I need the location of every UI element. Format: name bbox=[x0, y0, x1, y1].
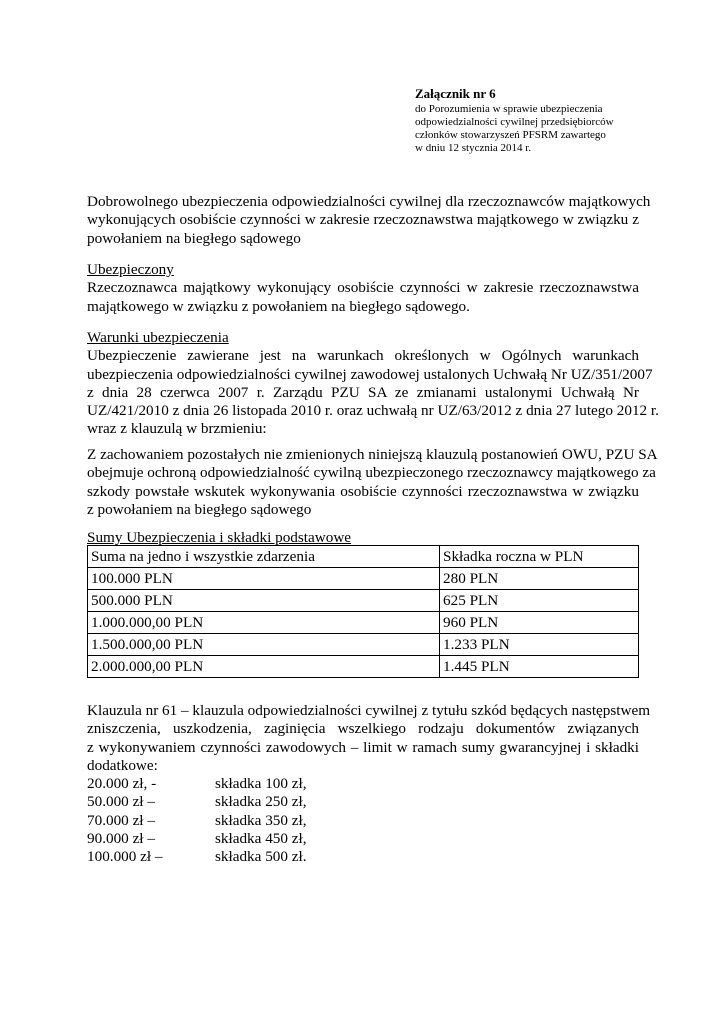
fee-limit: 20.000 zł, - bbox=[87, 775, 157, 793]
fee-limit: 50.000 zł – bbox=[87, 793, 155, 811]
annex-title: Załącznik nr 6 bbox=[415, 86, 496, 101]
premium-cell: 960 PLN bbox=[440, 612, 639, 634]
table-row bbox=[88, 568, 639, 590]
fee-row bbox=[87, 830, 639, 848]
column-header: Suma na jedno i wszystkie zdarzenia bbox=[88, 546, 440, 568]
text-line: wraz z klauzulą w brzmieniu: bbox=[87, 420, 267, 438]
text-line: Z zachowaniem pozostałych nie zmienionych niniejszą klauzulą postanowień OWU, PZU SA bbox=[87, 446, 658, 463]
table-row bbox=[88, 656, 639, 678]
sums-table bbox=[87, 545, 639, 678]
fee-row bbox=[87, 775, 639, 793]
text-line: powołaniem na biegłego sądowego bbox=[87, 229, 301, 247]
premium-cell: 1.233 PLN bbox=[440, 634, 639, 656]
table-header-row bbox=[88, 546, 639, 568]
fee-row bbox=[87, 793, 639, 811]
text-line: UZ/421/2010 z dnia 26 listopada 2010 r. oraz uchwałą nr UZ/63/2012 z dnia 27 lutego 2012 r. bbox=[87, 402, 659, 420]
conditions-section bbox=[87, 329, 659, 439]
column-header: Składka roczna w PLN bbox=[440, 546, 639, 568]
sum-cell: 2.000.000,00 PLN bbox=[88, 656, 440, 678]
sum-cell: 500.000 PLN bbox=[88, 590, 440, 612]
sum-cell: 1.000.000,00 PLN bbox=[88, 612, 440, 634]
table-row bbox=[88, 612, 639, 634]
fee-row bbox=[87, 848, 639, 866]
text-line: wykonujących osobiście czynności w zakresie rzeczoznawstwa majątkowego w związku z bbox=[87, 211, 639, 229]
premium-cell: 280 PLN bbox=[440, 568, 639, 590]
fee-premium: składka 100 zł, bbox=[215, 775, 307, 793]
premium-cell: 625 PLN bbox=[440, 590, 639, 612]
fee-premium: składka 450 zł, bbox=[215, 830, 307, 848]
text-line: z dnia 28 czerwca 2007 r. Zarządu PZU SA ze zmianami ustalonymi Uchwałą Nr bbox=[87, 383, 639, 401]
text-line: Klauzula nr 61 – klauzula odpowiedzialności cywilnej z tytułu szkód będących następstwem bbox=[87, 702, 651, 719]
fee-premium: składka 350 zł, bbox=[215, 811, 307, 829]
clause-paragraph bbox=[87, 446, 658, 519]
text-line: ubezpieczenia odpowiedzialności cywilnej zawodowej ustalonych Uchwałą Nr UZ/351/2007 bbox=[87, 365, 653, 383]
fee-premium: składka 250 zł, bbox=[215, 793, 307, 811]
text-line: szkody powstałe wskutek wykonywania osobiście czynności rzeczoznawstwa w związku bbox=[87, 482, 639, 500]
fee-limit: 90.000 zł – bbox=[87, 830, 155, 848]
sums-heading: Sumy Ubezpieczenia i składki podstawowe bbox=[87, 529, 352, 546]
text-line: z wykonywaniem czynności zawodowych – limit w ramach sumy gwarancyjnej i składki bbox=[87, 738, 639, 756]
fee-limit: 70.000 zł – bbox=[87, 811, 155, 829]
sum-cell: 100.000 PLN bbox=[88, 568, 440, 590]
fee-row bbox=[87, 812, 639, 830]
annex-line: odpowiedzialności cywilnej przedsiębiorców bbox=[415, 116, 614, 128]
insured-heading: Ubezpieczony bbox=[87, 261, 174, 278]
text-line: obejmuje ochroną odpowiedzialność cywilną ubezpieczonego rzeczoznawcy majątkowego za bbox=[87, 464, 656, 482]
annex-header bbox=[415, 86, 705, 155]
text-line: Dobrowolnego ubezpieczenia odpowiedzialności cywilnej dla rzeczoznawców majątkowych bbox=[87, 193, 651, 210]
fee-premium: składka 500 zł. bbox=[215, 848, 307, 866]
klauzula-section bbox=[87, 702, 651, 867]
premium-cell: 1.445 PLN bbox=[440, 656, 639, 678]
text-line: Rzeczoznawca majątkowy wykonujący osobiście czynności w zakresie rzeczoznawstwa bbox=[87, 279, 639, 297]
conditions-heading: Warunki ubezpieczenia bbox=[87, 329, 229, 346]
text-line: zniszczenia, uszkodzenia, zaginięcia wszelkiego rodzaju dokumentów związanych bbox=[87, 720, 639, 738]
intro-paragraph bbox=[87, 193, 651, 248]
sum-cell: 1.500.000,00 PLN bbox=[88, 634, 440, 656]
annex-line: w dniu 12 stycznia 2014 r. bbox=[415, 142, 532, 154]
text-line: majątkowego w związku z powołaniem na biegłego sądowego. bbox=[87, 297, 470, 315]
annex-line: do Porozumienia w sprawie ubezpieczenia bbox=[415, 103, 603, 115]
text-line: Ubezpieczenie zawierane jest na warunkach określonych w Ogólnych warunkach bbox=[87, 347, 639, 365]
fee-limit: 100.000 zł – bbox=[87, 848, 163, 866]
table-row bbox=[88, 590, 639, 612]
annex-line: członków stowarzyszeń PFSRM zawartego bbox=[415, 129, 606, 141]
text-line: dodatkowe: bbox=[87, 756, 158, 774]
text-line: z powołaniem na biegłego sądowego bbox=[87, 500, 312, 518]
table-row bbox=[88, 634, 639, 656]
insured-section bbox=[87, 261, 639, 316]
